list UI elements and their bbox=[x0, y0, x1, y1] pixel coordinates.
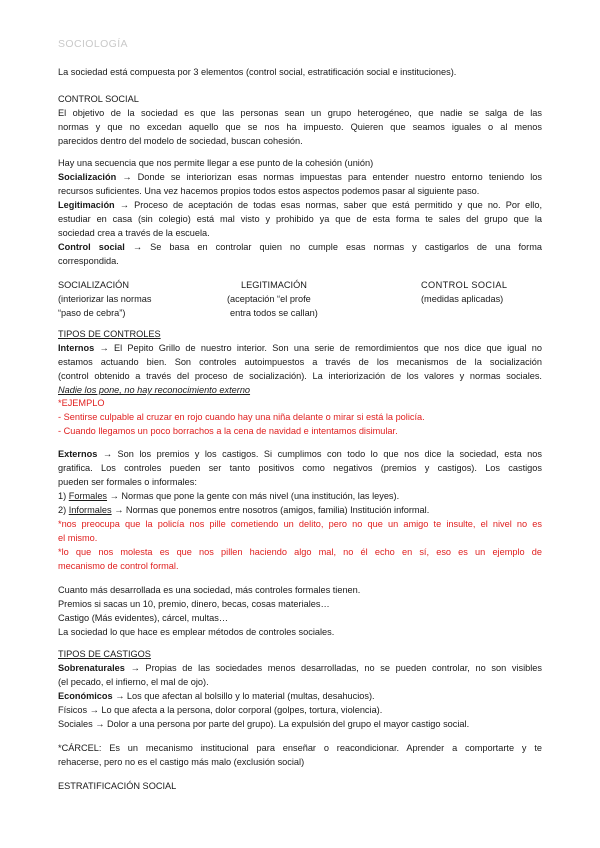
term-sobrenaturales: Sobrenaturales bbox=[58, 663, 125, 673]
list-number: 2) bbox=[58, 505, 69, 515]
paragraph-line: gratifica. Los controles pueden ser tanto positivos como negativos (premios y castigos). Los castigos bbox=[58, 463, 542, 473]
definition-text: → Normas que pone la gente con más nivel (una institución, las leyes). bbox=[107, 491, 400, 501]
ejemplo-item: - Cuando llegamos un poco borrachos a la cena de navidad e intentamos disimular. bbox=[58, 426, 398, 436]
definition-control-social bbox=[58, 241, 542, 253]
definition-text: → Propias de las sociedades menos desarrolladas, no se pueden controlar, no son visibles bbox=[124, 663, 542, 673]
definition-text: → Dolor a una persona por parte del grupo). La expulsión del grupo el mayor castigo social. bbox=[92, 719, 470, 729]
list-item-formales bbox=[58, 490, 399, 502]
definition-sobrenaturales bbox=[58, 662, 542, 674]
sequence-col-legitimacion-line: entra todos se callan) bbox=[230, 308, 318, 318]
red-note: mecanismo de control formal. bbox=[58, 561, 179, 571]
definition-internos bbox=[58, 342, 542, 354]
summary-line: Castigo (Más evidentes), cárcel, multas… bbox=[58, 613, 229, 623]
list-number: 1) bbox=[58, 491, 69, 501]
definition-text: → Proceso de aceptación de todas esas normas, saber que está permitido y que no. Por ello, bbox=[114, 200, 542, 210]
definition-text: → Donde se interiorizan esas normas impuestas para entender nuestro entorno teniendo los bbox=[116, 172, 542, 182]
term-legitimacion: Legitimación bbox=[58, 200, 115, 210]
term-formales: Formales bbox=[68, 491, 108, 501]
definition-text: → Los que afectan al bolsillo y lo material (multas, desahucios). bbox=[112, 691, 375, 701]
definition-fisicos bbox=[58, 704, 382, 716]
list-item-informales bbox=[58, 504, 429, 516]
sequence-col-socializacion-line: “paso de cebra”) bbox=[58, 308, 126, 318]
paragraph-line: estudiar en casa (sin colegio) está mal visto y prohibido ya que de esta forma te sales del grupo que la bbox=[58, 214, 542, 224]
red-note: *nos preocupa que la policía nos pille cometiendo un delito, pero no que un amigo te insulte, el nivel no es bbox=[58, 519, 542, 529]
term-externos: Externos bbox=[58, 449, 98, 459]
paragraph-line: sociedad crea a través de la escuela. bbox=[58, 228, 210, 238]
definition-text: → Se basa en controlar quien no cumple esas normas y castigarlos de una forma bbox=[124, 242, 542, 252]
paragraph-line: estamos actuando bien. Son controles autoimpuestos a través de los mecanismos de la socialización bbox=[58, 357, 542, 367]
section-heading-tipos-castigos: TIPOS DE CASTIGOS bbox=[58, 649, 151, 659]
summary-line: Cuanto más desarrollada es una sociedad, más controles formales tienen. bbox=[58, 585, 361, 595]
paragraph-line: El objetivo de la sociedad es que las personas sean un grupo heterogéneo, que nadie se salga de las bbox=[58, 108, 542, 118]
definition-text: → Normas que ponemos entre nosotros (amigos, familia) Institución informal. bbox=[111, 505, 430, 515]
sequence-col-legitimacion-title: LEGITIMACIÓN bbox=[241, 280, 307, 290]
paragraph-line: Hay una secuencia que nos permite llegar a ese punto de la cohesión (unión) bbox=[58, 158, 374, 168]
definition-text: → Son los premios y los castigos. Si cumplimos con todo lo que nos dice la sociedad, esta nos bbox=[97, 449, 542, 459]
ejemplo-label: *EJEMPLO bbox=[58, 398, 105, 408]
carcel-note: *CÁRCEL: Es un mecanismo institucional para enseñar o reacondicionar. Aprender a comportarte y te bbox=[58, 743, 542, 753]
paragraph-line: recursos suficientes. Una vez hacemos propios todos estos aspectos podemos pasar al siguiente paso. bbox=[58, 186, 480, 196]
paragraph-line: parecidos dentro del modelo de sociedad, buscan cohesión. bbox=[58, 136, 303, 146]
definition-externos bbox=[58, 448, 542, 460]
page-title: SOCIOLOGÍA bbox=[58, 38, 128, 50]
definition-legitimacion bbox=[58, 199, 542, 211]
term-fisicos: Físicos bbox=[58, 705, 88, 715]
section-heading-control-social: CONTROL SOCIAL bbox=[58, 94, 139, 104]
term-internos: Internos bbox=[58, 343, 95, 353]
definition-text: → Lo que afecta a la persona, dolor corporal (golpes, tortura, violencia). bbox=[87, 705, 383, 715]
internos-note: Nadie los pone, no hay reconocimiento externo bbox=[58, 385, 251, 395]
sequence-col-control-title: CONTROL SOCIAL bbox=[421, 280, 508, 290]
red-note: *lo que nos molesta es que nos pillen haciendo algo mal, no él echo en sí, eso es un ejemplo de bbox=[58, 547, 542, 557]
carcel-note: rehacerse, pero no es el castigo más malo (exclusión social) bbox=[58, 757, 305, 767]
paragraph-line: pueden ser formales o informales: bbox=[58, 477, 197, 487]
definition-sociales bbox=[58, 718, 469, 730]
paragraph-line: (el pecado, el infierno, el mal de ojo). bbox=[58, 677, 209, 687]
paragraph-line: (control obtenido a través del proceso de socialización). La interiorización de los valores y normas sociales. bbox=[58, 371, 542, 381]
paragraph-line: normas y que no excedan aquello que se nos ha impuesto. Quieren que seamos iguales o al menos bbox=[58, 122, 542, 132]
red-note: el mismo. bbox=[58, 533, 98, 543]
term-socializacion: Socialización bbox=[58, 172, 117, 182]
sequence-col-legitimacion-line: (aceptación “el profe bbox=[227, 294, 311, 304]
section-heading-estratificacion: ESTRATIFICACIÓN SOCIAL bbox=[58, 781, 177, 791]
term-sociales: Sociales bbox=[58, 719, 93, 729]
paragraph-line: correspondida. bbox=[58, 256, 119, 266]
sequence-col-socializacion-title: SOCIALIZACIÓN bbox=[58, 280, 129, 290]
definition-text: → El Pepito Grillo de nuestro interior. Son una serie de remordimientos que nos dice que igual no bbox=[94, 343, 542, 353]
term-control-social: Control social bbox=[58, 242, 125, 252]
sequence-col-control-line: (medidas aplicadas) bbox=[421, 294, 504, 304]
summary-line: Premios si sacas un 10, premio, dinero, becas, cosas materiales… bbox=[58, 599, 330, 609]
intro-text: La sociedad está compuesta por 3 elementos (control social, estratificación social e instituciones). bbox=[58, 67, 457, 77]
definition-socializacion bbox=[58, 171, 542, 183]
definition-economicos bbox=[58, 690, 375, 702]
summary-line: La sociedad lo que hace es emplear métodos de controles sociales. bbox=[58, 627, 335, 637]
ejemplo-item: - Sentirse culpable al cruzar en rojo cuando hay una niña delante o mirar si está la policía. bbox=[58, 412, 425, 422]
term-informales: Informales bbox=[68, 505, 112, 515]
sequence-col-socializacion-line: (interiorizar las normas bbox=[58, 294, 152, 304]
section-heading-tipos-controles: TIPOS DE CONTROLES bbox=[58, 329, 161, 339]
term-economicos: Económicos bbox=[58, 691, 113, 701]
